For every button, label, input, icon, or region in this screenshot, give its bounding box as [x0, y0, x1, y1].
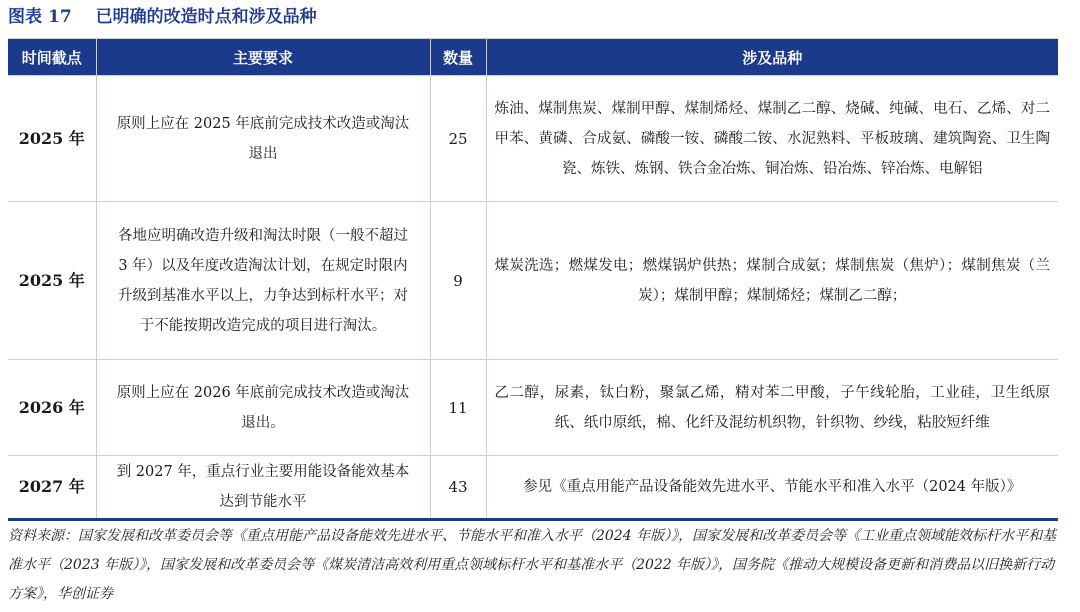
- row-year: 2025 年: [8, 202, 96, 360]
- row-year: 2025 年: [8, 76, 96, 202]
- row-year: 2027 年: [8, 456, 96, 520]
- row-requirement: 原则上应在 2026 年底前完成技术改造或淘汰退出。: [96, 360, 430, 456]
- source-note: 资料来源：国家发展和改革委员会等《重点用能产品设备能效先进水平、节能水平和准入水平（2024 年版）》，国家发展和改革委员会等《工业重点领域能效标杆水平和基准水平（2023 年版）》，国家发展和改革委员会等《煤炭清洁高效利用重点领域标杆水平和基准水平（2022 年版）》，国务院《推动大规模设备更新和消费品以旧换新行动方案》，华创证券: [8, 528, 1057, 602]
- header-count: 数量: [430, 39, 486, 76]
- header-deadline: 时间截点: [8, 39, 96, 76]
- row-requirement: 原则上应在 2025 年底前完成技术改造或淘汰退出: [96, 76, 430, 202]
- row-items: 参见《重点用能产品设备能效先进水平、节能水平和准入水平（2024 年版）》: [486, 456, 1058, 520]
- row-requirement: 到 2027 年，重点行业主要用能设备能效基本达到节能水平: [96, 456, 430, 520]
- figure-title: [8, 4, 317, 30]
- row-count: 11: [430, 360, 486, 456]
- header-requirement: 主要要求: [96, 39, 430, 76]
- retrofit-table: [8, 38, 1058, 521]
- row-year: 2026 年: [8, 360, 96, 456]
- row-count: 25: [430, 76, 486, 202]
- table-header-row: [8, 39, 1058, 76]
- table-row: [8, 76, 1058, 202]
- table-row: [8, 360, 1058, 456]
- figure-label: 图表: [8, 7, 42, 27]
- row-items: 炼油、煤制焦炭、煤制甲醇、煤制烯烃、煤制乙二醇、烧碱、纯碱、电石、乙烯、对二甲苯、黄磷、合成氨、磷酸一铵、磷酸二铵、水泥熟料、平板玻璃、建筑陶瓷、卫生陶瓷、炼铁、炼钢、铁合金冶炼、铜冶炼、铅冶炼、锌冶炼、电解铝: [486, 76, 1058, 202]
- figure-title-text: 已明确的改造时点和涉及品种: [95, 7, 317, 27]
- table-row: [8, 202, 1058, 360]
- row-requirement: 各地应明确改造升级和淘汰时限（一般不超过 3 年）以及年度改造淘汰计划，在规定时限内升级到基准水平以上，力争达到标杆水平；对于不能按期改造完成的项目进行淘汰。: [96, 202, 430, 360]
- table-row: [8, 456, 1058, 520]
- row-items: 煤炭洗选；燃煤发电；燃煤锅炉供热；煤制合成氨；煤制焦炭（焦炉）；煤制焦炭（兰炭）；煤制甲醇；煤制烯烃；煤制乙二醇；: [486, 202, 1058, 360]
- header-items: 涉及品种: [486, 39, 1058, 76]
- row-items: 乙二醇，尿素，钛白粉，聚氯乙烯，精对苯二甲酸，子午线轮胎，工业硅，卫生纸原纸、纸巾原纸，棉、化纤及混纺机织物，针织物、纱线，粘胶短纤维: [486, 360, 1058, 456]
- figure-number: 17: [48, 7, 72, 27]
- row-count: 43: [430, 456, 486, 520]
- row-count: 9: [430, 202, 486, 360]
